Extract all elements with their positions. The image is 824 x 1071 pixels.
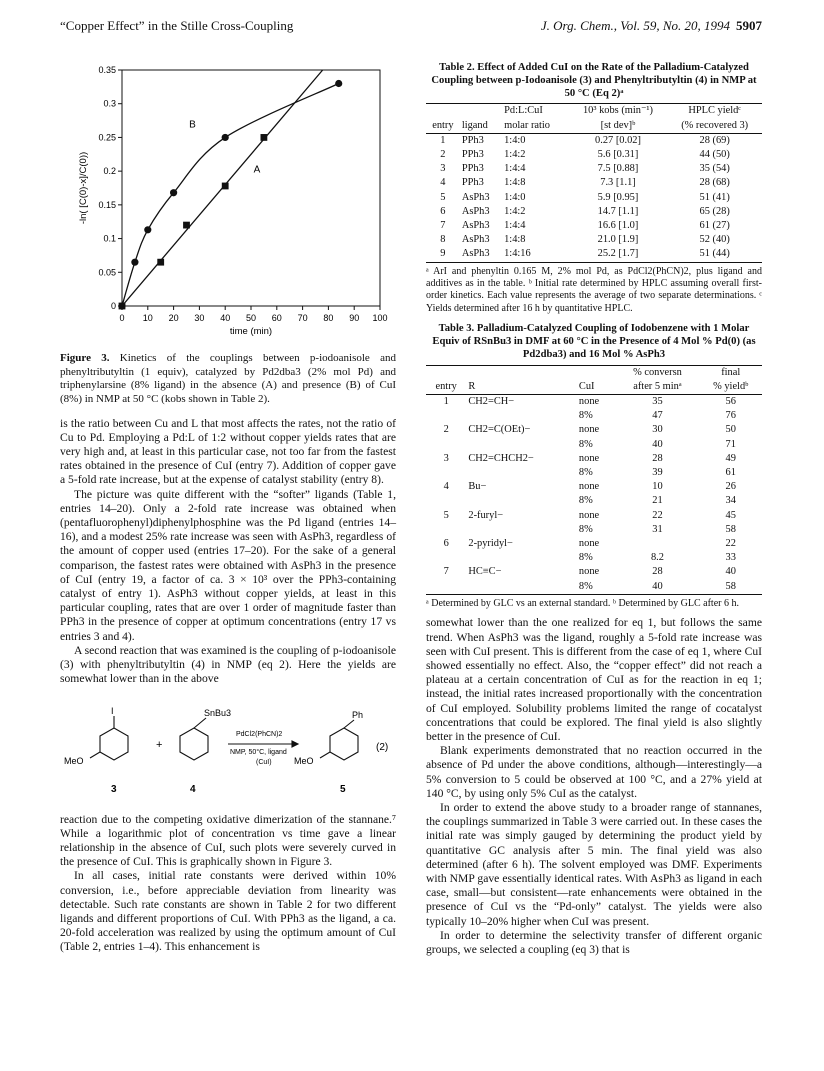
table-header-cell: entry	[426, 380, 466, 395]
x-tick-label: 80	[323, 313, 334, 323]
table-cell: 10	[652, 481, 663, 493]
table-header-cell: ligand	[460, 119, 502, 134]
table-cell: 49	[725, 452, 736, 464]
table-cell: 47	[652, 410, 663, 422]
table-cell: 58	[725, 523, 736, 535]
table-cell: 0.27 [0.02]	[595, 134, 641, 146]
benzene-ring-3	[100, 728, 128, 760]
x-tick-label: 100	[372, 313, 388, 323]
plus-sign: +	[156, 739, 163, 752]
x-tick-label: 0	[119, 313, 125, 323]
table-cell: 7	[443, 566, 449, 578]
table-cell: 6	[440, 205, 446, 217]
table-cell: 31	[652, 523, 663, 535]
table-cell: 8%	[578, 552, 593, 564]
table-cell: 8%	[578, 438, 593, 450]
paragraph: Blank experiments demonstrated that no reaction occurred in the absence of Pd under the above conditions, although—interestingly—a 5% conversion to 5 could be observed at 100 °C, and a 27% yield at 140 °C, by using only 5% CuI as the catalyst.	[426, 744, 762, 800]
table-2	[426, 103, 762, 262]
table-cell: 56	[725, 396, 736, 408]
table-row	[426, 409, 762, 423]
compound-label-4: 4	[190, 784, 196, 796]
table-cell	[466, 523, 577, 537]
table-cell	[426, 551, 466, 565]
table-row	[426, 162, 762, 176]
table-cell: 58	[699, 580, 762, 595]
table-cell: 1:4:4	[504, 163, 526, 175]
table-cell: 14.7 [1.1]	[597, 205, 639, 217]
paragraph: In all cases, initial rate constants were derived within 10% conversion, i.e., before appreciable deviation from linearity was detectable. Such rate constants are shown in Table 2 for two different ligands and different proportions of CuI. With PPh3 as the ligand, a ca. 20-fold acceleration was realized by using the optimum amount of CuI (Table 2, entries 1–4). This enhancement is	[60, 869, 396, 954]
reagent-catalyst: PdCl2(PhCN)2	[236, 731, 283, 739]
equation-2-scheme	[60, 692, 396, 804]
table-cell: 1:4:2	[504, 205, 526, 217]
table-cell: 40	[615, 580, 699, 595]
series-a-point	[222, 183, 229, 190]
table-cell: 5.9 [0.95]	[597, 191, 639, 203]
series-b-point	[170, 189, 177, 196]
y-tick-label: 0	[110, 301, 116, 311]
benzene-ring-4	[180, 728, 208, 760]
table-header-cell: % yieldᵇ	[699, 380, 762, 395]
table-cell: 1	[443, 396, 449, 408]
series-b-point	[144, 226, 151, 233]
table-cell: 3	[440, 163, 446, 175]
figure-3-label: Figure 3.	[60, 352, 110, 365]
table-header-cell: HPLC yieldᶜ	[667, 104, 762, 119]
table-header-cell: after 5 minᵃ	[615, 380, 699, 395]
table-cell	[426, 523, 466, 537]
table-cell: 61	[725, 467, 736, 479]
table-cell: 22	[652, 509, 663, 521]
right-column	[426, 62, 762, 957]
meo-label-3: MeO	[64, 756, 84, 767]
table-cell	[426, 580, 466, 595]
table-cell: 1:4:0	[504, 134, 526, 146]
table-cell	[466, 494, 577, 508]
table-cell: 2	[440, 149, 446, 160]
paragraph: In order to determine the selectivity transfer of different organic groups, we selected a coupling (eq 3) that is	[426, 928, 762, 956]
table-cell: 71	[725, 438, 736, 450]
iodo-label: I	[111, 706, 114, 717]
table-header-cell: [st dev]ᵇ	[569, 119, 668, 134]
y-tick-label: 0.35	[98, 65, 116, 75]
table-cell: 16.6 [1.0]	[597, 220, 639, 232]
table-cell: 8.2	[650, 552, 664, 564]
plot-frame	[122, 70, 380, 306]
table-row	[426, 537, 762, 551]
table-row	[426, 191, 762, 205]
page-number: 5907	[736, 18, 762, 33]
table-cell: 22	[725, 538, 736, 550]
table-2-caption: Table 2. Effect of Added CuI on the Rate of the Palladium-Catalyzed Coupling between p-Iodoanisole (3) and Phenyltributyltin (4) in NMP at 50 °C (Eq 2)ᵃ	[431, 62, 757, 99]
table-cell: AsPh3	[461, 220, 490, 232]
paragraph: A second reaction that was examined is the coupling of p-iodoanisole (3) with phenyltributyltin (4) in NMP (eq 2). Here the yields are somewhat lower than in the above	[60, 643, 396, 686]
table-cell: 8	[440, 234, 446, 246]
table-header-cell	[466, 365, 577, 380]
y-tick-label: 0.1	[103, 233, 116, 244]
table-cell: 4	[443, 481, 449, 493]
x-tick-label: 50	[245, 313, 257, 323]
table-cell: 28 (69)	[699, 134, 730, 146]
table-header-cell: CuI	[577, 380, 616, 395]
paragraph: somewhat lower than the one realized for eq 1, but follows the same trend. When AsPh3 was the ligand, roughly a 5-fold rate increase was seen with CuI present. This is different from the case of eq 1, where CuI showed essentially no effect. Also, the “copper effect” did not reach a plateau at a certain concentration of CuI as for the reaction in eq 1; instead, the initial rates increased proportionally with the concentration of CuI employed. Solubility problems limited the range of cocatalyst concentrations that could be explored. The final yield is also slightly better in the presence of CuI.	[426, 616, 762, 743]
table-cell: AsPh3	[460, 247, 502, 262]
running-header: “Copper Effect” in the Stille Cross-Coupling	[60, 18, 294, 33]
table-cell: 25.2 [1.7]	[569, 247, 668, 262]
table-cell: CH2=C(OEt)−	[468, 424, 531, 436]
series-b-point	[222, 134, 229, 141]
table-cell: 1:4:0	[504, 191, 526, 203]
table-cell: 35 (54)	[699, 163, 730, 175]
series-a-point	[119, 303, 126, 310]
table-row	[426, 247, 762, 262]
series-a-point	[261, 134, 268, 141]
snbu3-label: SnBu3	[204, 708, 232, 719]
table-cell: AsPh3	[461, 205, 490, 217]
table-row	[426, 565, 762, 579]
table-cell: 2	[443, 424, 449, 436]
reagent-conditions: NMP, 50°C, ligand	[230, 749, 287, 757]
series-b-curve	[122, 83, 339, 306]
table-cell: none	[578, 538, 600, 550]
table-cell: 44 (50)	[699, 149, 730, 160]
table-cell: PPh3	[461, 177, 484, 189]
table-header-cell	[577, 365, 616, 380]
figure-3-chart	[60, 62, 396, 342]
table-cell: 5.6 [0.31]	[597, 149, 639, 160]
table-cell: 34	[725, 495, 736, 507]
table-cell: 1:4:8	[504, 177, 526, 189]
y-tick-label: 0.2	[103, 166, 116, 177]
table-header-cell	[426, 104, 460, 119]
figure-3-caption	[60, 352, 396, 406]
table-row	[426, 466, 762, 480]
x-tick-label: 90	[349, 313, 360, 323]
compound-label-5: 5	[340, 784, 346, 796]
table-row	[426, 219, 762, 233]
table-cell: CH2=CH−	[468, 396, 515, 408]
table-header-cell	[426, 365, 466, 380]
compound-label-3: 3	[111, 784, 117, 796]
table-cell	[426, 409, 466, 423]
table-header-cell	[460, 104, 502, 119]
reagent-cui: (CuI)	[256, 759, 272, 767]
table-cell: 28	[652, 566, 663, 578]
table-cell: 26	[725, 481, 736, 493]
table-3-footnote: ᵃ Determined by GLC vs an external standard. ᵇ Determined by GLC after 6 h.	[426, 597, 739, 609]
table-cell: 40	[725, 566, 736, 578]
table-cell: 51 (44)	[667, 247, 762, 262]
table-cell: 1:4:16	[502, 247, 569, 262]
y-tick-label: 0.15	[98, 199, 116, 210]
left-column	[60, 62, 396, 955]
table-cell: 21	[652, 495, 663, 507]
table-row	[426, 452, 762, 466]
table-row	[426, 395, 762, 410]
table-cell: AsPh3	[461, 234, 490, 246]
table-header-cell: Pd:L:CuI	[502, 104, 569, 119]
table-cell: PPh3	[461, 134, 484, 146]
table-cell: HC≡C−	[468, 566, 502, 578]
table-cell: 45	[725, 509, 736, 521]
table-cell: 5	[443, 509, 449, 521]
table-3-caption: Table 3. Palladium-Catalyzed Coupling of Iodobenzene with 1 Molar Equiv of RSnBu3 in DMF at 60 °C in the Presence of 4 Mol % Pd(0) (as Pd2dba3) and 16 Mol % AsPh3	[432, 323, 756, 360]
table-cell: 28	[652, 452, 663, 464]
table-header-cell: (% recovered 3)	[667, 119, 762, 134]
table-cell: CH2=CHCH2−	[468, 452, 534, 464]
table-cell: 3	[443, 452, 449, 464]
series-b-point	[131, 259, 138, 266]
table-cell: 4	[440, 177, 446, 189]
x-tick-label: 20	[168, 313, 179, 323]
table-cell	[615, 537, 699, 551]
table-cell: none	[578, 566, 600, 578]
table-cell: 5	[440, 191, 446, 203]
table-row	[426, 423, 762, 437]
series-a-point	[157, 259, 164, 266]
table-cell: 8%	[577, 580, 616, 595]
table-cell: PPh3	[461, 149, 484, 160]
y-tick-label: 0.3	[103, 98, 116, 109]
paragraph: reaction due to the competing oxidative dimerization of the stannane.⁷ While a logarithmic plot of concentration vs time gave a linear relationship in the absence of CuI, such plots were severely curved in the presence of CuI. This is graphically shown in Figure 3.	[60, 812, 396, 869]
table-header-cell: 10³ kobs (min⁻¹)	[569, 104, 668, 119]
x-axis-label: time (min)	[229, 326, 273, 337]
table-cell: 50	[725, 424, 736, 436]
table-cell	[426, 438, 466, 452]
table-cell	[426, 494, 466, 508]
table-cell: none	[578, 481, 600, 493]
x-tick-label: 10	[142, 313, 153, 323]
table-cell: 52 (40)	[699, 234, 730, 246]
table-cell: 8%	[578, 410, 593, 422]
benzene-ring-5	[330, 728, 358, 760]
series-b-label: B	[189, 119, 196, 131]
x-tick-label: 40	[220, 313, 231, 323]
table-header-cell: % conversn	[615, 365, 699, 380]
journal-citation	[541, 18, 762, 34]
table-cell	[466, 551, 577, 565]
table-cell: none	[578, 509, 600, 521]
series-b-point	[335, 80, 342, 87]
table-cell	[426, 466, 466, 480]
table-row	[426, 133, 762, 148]
table-cell: 65 (28)	[699, 205, 730, 217]
table-cell: 7.3 [1.1]	[600, 177, 636, 189]
table-cell: 8%	[578, 495, 593, 507]
table-row	[426, 176, 762, 190]
table-cell: 1:4:8	[504, 234, 526, 246]
table-cell: 30	[652, 424, 663, 436]
table-header-cell: R	[466, 380, 577, 395]
y-tick-label: 0.25	[98, 132, 116, 143]
table-cell: 28 (68)	[699, 177, 730, 189]
paragraph: is the ratio between Cu and L that most affects the rates, not the ratio of Cu to Pd. Employing a Pd:L of 1:2 without copper yields rates that are very high and, at least in this particular case, not too far from the fastest rates obtained in the presence of CuI (entry 7). Addition of copper gave a 5-fold rate increase, but at the expense of catalyst stability (entry 8).	[60, 416, 396, 487]
table-cell: 51 (41)	[699, 191, 730, 203]
table-row	[426, 438, 762, 452]
meo-label-5: MeO	[294, 756, 314, 767]
table-header-cell: molar ratio	[502, 119, 569, 134]
table-row	[426, 523, 762, 537]
table-cell: 21.0 [1.9]	[597, 234, 639, 246]
paragraph: In order to extend the above study to a broader range of stannanes, the couplings summarized in Table 3 were carried out. In these cases the initial rate was simply gauged by determining the product yield by quantitative GC analysis after 5 min. The final yield was also determined (after 6 h). The solvent employed was DMF. Experiments with NMP gave essentially identical rates. With AsPh3 as ligand in each case, small—but consistent—rate enhancements were obtained in the presence of CuI vs the “Pd-only” catalyst. The yields were also typically 10–20% higher when CuI was present.	[426, 800, 762, 928]
x-tick-label: 60	[271, 313, 282, 323]
table-2-footnote: ᵃ ArI and phenyltin 0.165 M, 2% mol Pd, as PdCl2(PhCN)2, plus ligand and additives as in the table. ᵇ Initial rate determined by HPLC assuming overall first-order kinetics. Each value represents the average of two separate determinations. ᶜ Yields determined after 16 h by quantitative HPLC.	[426, 265, 762, 314]
table-row	[426, 205, 762, 219]
table-row	[426, 580, 762, 595]
table-row	[426, 480, 762, 494]
table-header-cell: entry	[426, 119, 460, 134]
table-cell	[466, 580, 577, 595]
table-row	[426, 494, 762, 508]
table-header-cell: final	[699, 365, 762, 380]
table-cell	[466, 438, 577, 452]
table-cell: 1:4:4	[504, 220, 526, 232]
y-axis-label: -ln( [C(0)-x]/C(0))	[78, 151, 89, 225]
table-cell	[466, 466, 577, 480]
table-cell: 1:4:2	[504, 149, 526, 160]
table-cell: 61 (27)	[699, 220, 730, 232]
table-row	[426, 509, 762, 523]
right-body-text	[426, 616, 762, 957]
table-cell: 2-furyl−	[468, 509, 504, 521]
figure-3-caption-text: Kinetics of the couplings between p-iodoanisole and phenyltributyltin (1 equiv), catalyzed by Pd2dba3 (2% mol Pd) and triphenylarsine (8% ligand) in the absence (A) and presence (B) of CuI (8%) in NMP at 50 °C (kobs shown in Table 2).	[60, 352, 396, 405]
left-body-text	[60, 417, 396, 687]
table-cell: PPh3	[461, 163, 484, 175]
table-cell: 40	[652, 438, 663, 450]
table-cell: AsPh3	[461, 191, 490, 203]
table-row	[426, 551, 762, 565]
table-cell: 2-pyridyl−	[468, 538, 513, 550]
table-cell: 8%	[578, 467, 593, 479]
table-cell: 35	[652, 396, 663, 408]
table-cell: 7.5 [0.88]	[597, 163, 639, 175]
table-cell: 8%	[578, 523, 593, 535]
journal-name: J. Org. Chem., Vol. 59, No. 20, 1994	[540, 18, 730, 33]
y-tick-label: 0.05	[98, 267, 116, 278]
table-cell: 1	[440, 134, 446, 146]
series-a-label: A	[253, 164, 261, 176]
table-row	[426, 148, 762, 162]
table-cell: 76	[725, 410, 736, 422]
table-cell: 6	[443, 538, 449, 550]
equation-number: (2)	[376, 742, 389, 754]
table-3	[426, 365, 762, 595]
x-tick-label: 30	[194, 313, 205, 323]
table-cell: none	[578, 396, 600, 408]
table-cell	[466, 409, 577, 423]
x-tick-label: 70	[297, 313, 308, 323]
table-cell: 9	[426, 247, 460, 262]
table-cell: 39	[652, 467, 663, 479]
paragraph: The picture was quite different with the “softer” ligands (Table 1, entries 14–20). Only a 2-fold rate increase was obtained when (pentafluorophenyl)diphenylphosphine was the Pd ligand (entries 14–16), and a modest 25% rate increase was seen with AsPh3, regardless of the amount of copper used (entries 17–20). For the sake of a general comparison, the fastest rates were obtained with AsPh3 in the presence of CuI (entry 19, a factor of ca. 3 × 10³ over the PPh3-containing catalyst of entry 1). AsPh3 without copper yields, at least in this particular coupling, rates that are over 1 order of magnitude faster than PPh3 in the presence of copper at optimum concentrations (entry 17 vs entries 3 and 4).	[60, 487, 396, 643]
table-cell: 7	[440, 220, 446, 232]
table-cell: none	[578, 424, 600, 436]
series-a-point	[183, 222, 190, 229]
phenyl-label: Ph	[352, 710, 364, 721]
table-row	[426, 233, 762, 247]
table-cell: none	[578, 452, 600, 464]
left-body-text-2	[60, 813, 396, 955]
table-cell: 33	[725, 552, 736, 564]
table-cell: Bu−	[468, 481, 487, 493]
